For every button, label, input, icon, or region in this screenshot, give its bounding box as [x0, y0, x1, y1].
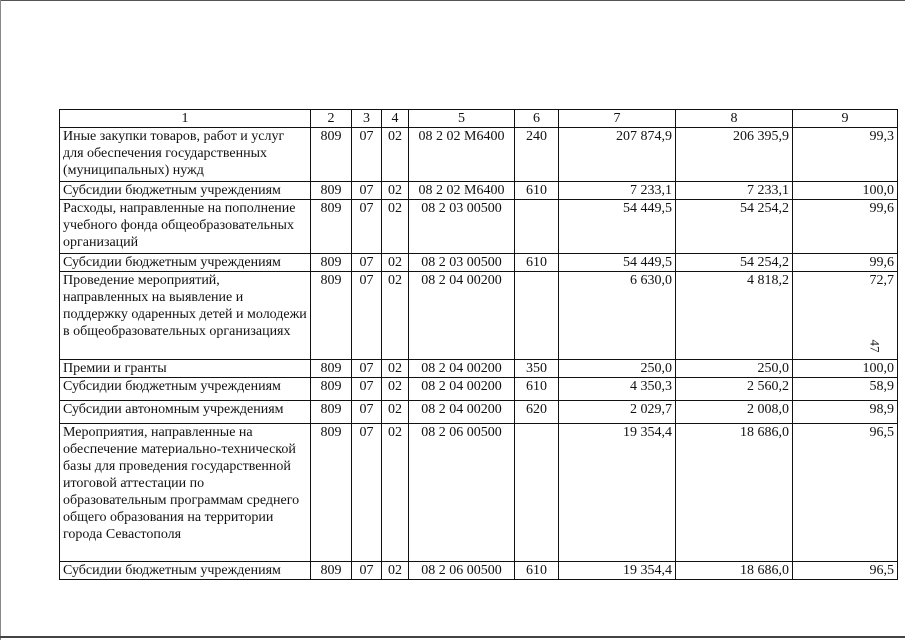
row-subsection: 02	[382, 378, 409, 401]
scan-edge-top	[0, 0, 905, 1]
row-actual: 2 560,2	[676, 378, 793, 401]
header-cell: 5	[409, 110, 515, 128]
row-section: 07	[352, 182, 382, 200]
row-name: Субсидии бюджетным учреждениям	[60, 254, 311, 272]
row-ministry-code: 809	[311, 378, 352, 401]
row-actual: 250,0	[676, 360, 793, 378]
row-percent: 99,3	[793, 128, 898, 182]
row-planned: 2 029,7	[559, 401, 676, 424]
header-cell: 8	[676, 110, 793, 128]
scan-edge-left	[0, 0, 1, 640]
row-section: 07	[352, 272, 382, 360]
row-section: 07	[352, 200, 382, 254]
row-section: 07	[352, 378, 382, 401]
row-name: Субсидии автономным учреждениям	[60, 401, 311, 424]
row-section: 07	[352, 128, 382, 182]
row-target-code: 08 2 03 00500	[409, 200, 515, 254]
table-row	[60, 401, 898, 424]
row-percent: 99,6	[793, 200, 898, 254]
row-target-code: 08 2 04 00200	[409, 272, 515, 360]
row-subsection: 02	[382, 401, 409, 424]
header-cell: 9	[793, 110, 898, 128]
row-ministry-code: 809	[311, 360, 352, 378]
row-percent: 72,7	[793, 272, 898, 360]
row-planned: 250,0	[559, 360, 676, 378]
row-target-code: 08 2 02 М6400	[409, 182, 515, 200]
row-section: 07	[352, 401, 382, 424]
row-target-code: 08 2 06 00500	[409, 424, 515, 562]
row-actual: 54 254,2	[676, 254, 793, 272]
row-percent: 100,0	[793, 182, 898, 200]
row-percent: 100,0	[793, 360, 898, 378]
header-cell: 7	[559, 110, 676, 128]
row-expense-type	[515, 424, 559, 562]
table-row	[60, 200, 898, 254]
row-percent: 96,5	[793, 562, 898, 580]
row-ministry-code: 809	[311, 128, 352, 182]
row-ministry-code: 809	[311, 182, 352, 200]
table-row	[60, 254, 898, 272]
row-target-code: 08 2 04 00200	[409, 360, 515, 378]
row-expense-type: 610	[515, 378, 559, 401]
row-actual: 7 233,1	[676, 182, 793, 200]
row-planned: 4 350,3	[559, 378, 676, 401]
row-planned: 7 233,1	[559, 182, 676, 200]
row-name: Премии и гранты	[60, 360, 311, 378]
row-percent: 58,9	[793, 378, 898, 401]
row-actual: 18 686,0	[676, 562, 793, 580]
row-percent: 99,6	[793, 254, 898, 272]
table-row	[60, 562, 898, 580]
row-planned: 54 449,5	[559, 200, 676, 254]
row-name: Проведение мероприятий, направленных на выявление и поддержку одаренных детей и молодежи в общеобразовательных организациях	[60, 272, 311, 360]
row-subsection: 02	[382, 200, 409, 254]
header-cell: 2	[311, 110, 352, 128]
row-name: Расходы, направленные на пополнение учебного фонда общеобразовательных организаций	[60, 200, 311, 254]
row-expense-type: 620	[515, 401, 559, 424]
row-planned: 54 449,5	[559, 254, 676, 272]
row-name: Субсидии бюджетным учреждениям	[60, 378, 311, 401]
header-cell: 1	[60, 110, 311, 128]
table-row	[60, 424, 898, 562]
row-name: Мероприятия, направленные на обеспечение материально-технической базы для проведения государственной итоговой аттестации по образовательным программам среднего общего образования на территории города Севастополя	[60, 424, 311, 562]
row-ministry-code: 809	[311, 200, 352, 254]
row-expense-type	[515, 200, 559, 254]
table-row	[60, 360, 898, 378]
table-row	[60, 182, 898, 200]
row-planned: 207 874,9	[559, 128, 676, 182]
row-actual: 18 686,0	[676, 424, 793, 562]
row-ministry-code: 809	[311, 401, 352, 424]
row-section: 07	[352, 360, 382, 378]
page-number: 47	[867, 339, 883, 353]
row-actual: 4 818,2	[676, 272, 793, 360]
table-header-row	[60, 110, 898, 128]
row-target-code: 08 2 03 00500	[409, 254, 515, 272]
table-row	[60, 128, 898, 182]
row-subsection: 02	[382, 182, 409, 200]
row-planned: 19 354,4	[559, 562, 676, 580]
row-ministry-code: 809	[311, 562, 352, 580]
row-expense-type: 240	[515, 128, 559, 182]
row-ministry-code: 809	[311, 254, 352, 272]
row-subsection: 02	[382, 562, 409, 580]
row-actual: 2 008,0	[676, 401, 793, 424]
row-expense-type: 610	[515, 182, 559, 200]
row-actual: 206 395,9	[676, 128, 793, 182]
row-target-code: 08 2 02 М6400	[409, 128, 515, 182]
row-section: 07	[352, 424, 382, 562]
row-subsection: 02	[382, 128, 409, 182]
row-subsection: 02	[382, 360, 409, 378]
row-target-code: 08 2 04 00200	[409, 378, 515, 401]
row-planned: 19 354,4	[559, 424, 676, 562]
row-name: Субсидии бюджетным учреждениям	[60, 562, 311, 580]
row-subsection: 02	[382, 424, 409, 562]
row-name: Иные закупки товаров, работ и услуг для обеспечения государственных (муниципальных) нужд	[60, 128, 311, 182]
table-row	[60, 378, 898, 401]
row-subsection: 02	[382, 272, 409, 360]
scan-edge-bottom	[0, 636, 905, 638]
row-subsection: 02	[382, 254, 409, 272]
header-cell: 6	[515, 110, 559, 128]
row-ministry-code: 809	[311, 424, 352, 562]
row-planned: 6 630,0	[559, 272, 676, 360]
row-section: 07	[352, 254, 382, 272]
row-expense-type: 350	[515, 360, 559, 378]
budget-table	[59, 109, 898, 580]
row-expense-type	[515, 272, 559, 360]
row-expense-type: 610	[515, 562, 559, 580]
header-cell: 3	[352, 110, 382, 128]
row-target-code: 08 2 06 00500	[409, 562, 515, 580]
row-target-code: 08 2 04 00200	[409, 401, 515, 424]
row-actual: 54 254,2	[676, 200, 793, 254]
row-percent: 98,9	[793, 401, 898, 424]
row-ministry-code: 809	[311, 272, 352, 360]
row-expense-type: 610	[515, 254, 559, 272]
table-row	[60, 272, 898, 360]
header-cell: 4	[382, 110, 409, 128]
row-section: 07	[352, 562, 382, 580]
row-name: Субсидии бюджетным учреждениям	[60, 182, 311, 200]
row-percent: 96,5	[793, 424, 898, 562]
